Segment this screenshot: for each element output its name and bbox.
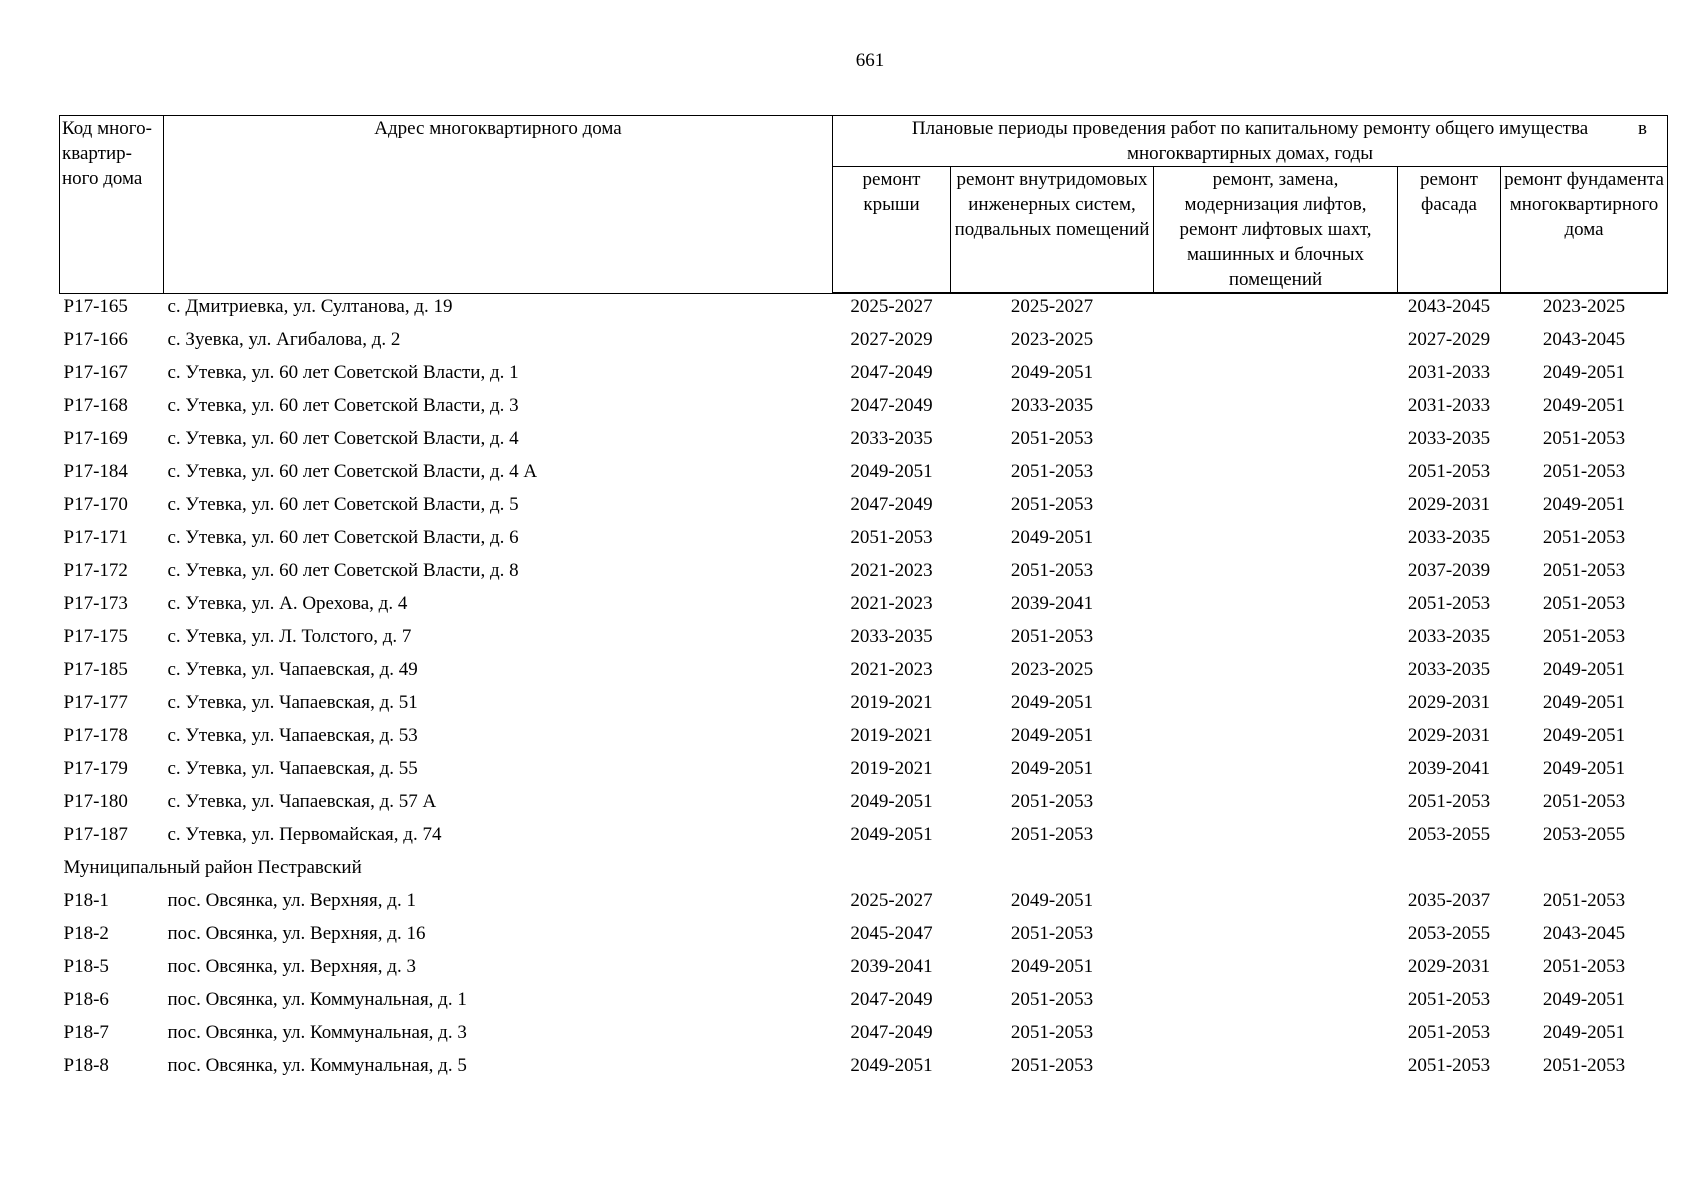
cell-facade: 2031-2033 [1407, 362, 1491, 383]
cell-foundation: 2051-2053 [1542, 890, 1626, 911]
cell-lifts [1154, 492, 1398, 525]
table-row [60, 591, 1668, 624]
header-code: Код много-квартир-ного дома [60, 116, 164, 294]
cell-facade: 2051-2053 [1407, 593, 1491, 614]
table-row [60, 921, 1668, 954]
cell-systems: 2023-2025 [1010, 329, 1094, 350]
cell-code: Р17-165 [63, 295, 128, 317]
cell-code: Р17-178 [63, 725, 128, 746]
cell-foundation: 2051-2053 [1542, 428, 1626, 449]
table-row [60, 1020, 1668, 1053]
cell-facade: 2053-2055 [1407, 923, 1491, 944]
cell-code: Р17-187 [63, 824, 128, 845]
cell-facade: 2037-2039 [1407, 560, 1491, 581]
cell-roof: 2021-2023 [850, 659, 933, 680]
cell-code: Р17-175 [63, 626, 128, 647]
table-row [60, 624, 1668, 657]
cell-lifts [1154, 789, 1398, 822]
cell-roof: 2019-2021 [850, 692, 933, 713]
cell-lifts [1154, 756, 1398, 789]
cell-lifts [1154, 591, 1398, 624]
cell-facade: 2051-2053 [1407, 1055, 1491, 1076]
cell-code: Р18-1 [63, 890, 109, 911]
table-row [60, 459, 1668, 492]
cell-facade: 2043-2045 [1407, 296, 1491, 317]
table-row [60, 492, 1668, 525]
cell-address: с. Утевка, ул. 60 лет Советской Власти, д. 6 [167, 527, 519, 548]
cell-address: пос. Овсянка, ул. Верхняя, д. 1 [167, 890, 416, 911]
header-systems: ремонт внутридомовых инженерных систем, подвальных помещений [951, 167, 1154, 294]
header-facade: ремонт фасада [1398, 167, 1501, 294]
cell-code: Р18-5 [63, 956, 109, 977]
cell-foundation: 2049-2051 [1542, 1022, 1626, 1043]
cell-roof: 2049-2051 [850, 791, 933, 812]
cell-address: с. Утевка, ул. Л. Толстого, д. 7 [167, 626, 412, 647]
cell-facade: 2029-2031 [1407, 494, 1491, 515]
section-title: Муниципальный район Пестравский [63, 857, 362, 878]
cell-lifts [1154, 525, 1398, 558]
cell-lifts [1154, 690, 1398, 723]
cell-facade: 2029-2031 [1407, 725, 1491, 746]
cell-address: с. Утевка, ул. Первомайская, д. 74 [167, 824, 442, 845]
cell-roof: 2051-2053 [850, 527, 933, 548]
cell-systems: 2039-2041 [1010, 593, 1094, 614]
cell-systems: 2049-2051 [1010, 890, 1094, 911]
cell-facade: 2027-2029 [1407, 329, 1491, 350]
cell-roof: 2047-2049 [850, 1022, 933, 1043]
cell-foundation: 2049-2051 [1542, 692, 1626, 713]
cell-systems: 2049-2051 [1010, 362, 1094, 383]
cell-lifts [1154, 327, 1398, 360]
cell-address: с. Утевка, ул. Чапаевская, д. 55 [167, 758, 418, 779]
cell-roof: 2049-2051 [850, 1055, 933, 1076]
table-row [60, 822, 1668, 855]
cell-facade: 2039-2041 [1407, 758, 1491, 779]
table-row [60, 723, 1668, 756]
cell-roof: 2047-2049 [850, 362, 933, 383]
cell-foundation: 2051-2053 [1542, 791, 1626, 812]
cell-address: с. Утевка, ул. А. Орехова, д. 4 [167, 593, 408, 614]
cell-code: Р17-170 [63, 494, 128, 515]
cell-roof: 2027-2029 [850, 329, 933, 350]
table-row [60, 393, 1668, 426]
cell-facade: 2035-2037 [1407, 890, 1491, 911]
cell-code: Р17-184 [63, 461, 128, 482]
header-group-second: многоквартирных домах, годы [1126, 143, 1374, 164]
cell-lifts [1154, 723, 1398, 756]
cell-facade: 2051-2053 [1407, 791, 1491, 812]
cell-roof: 2045-2047 [850, 923, 933, 944]
cell-roof: 2021-2023 [850, 593, 933, 614]
cell-systems: 2033-2035 [1010, 395, 1094, 416]
cell-systems: 2051-2053 [1010, 560, 1094, 581]
cell-foundation: 2051-2053 [1542, 1055, 1626, 1076]
cell-systems: 2049-2051 [1010, 527, 1094, 548]
cell-roof: 2047-2049 [850, 395, 933, 416]
section-row [60, 855, 1668, 888]
cell-address: с. Утевка, ул. 60 лет Советской Власти, д. 8 [167, 560, 519, 581]
cell-address: с. Утевка, ул. 60 лет Советской Власти, д. 5 [167, 494, 519, 515]
cell-foundation: 2051-2053 [1542, 593, 1626, 614]
cell-code: Р18-8 [63, 1055, 109, 1076]
cell-facade: 2031-2033 [1407, 395, 1491, 416]
cell-systems: 2049-2051 [1010, 725, 1094, 746]
cell-roof: 2019-2021 [850, 758, 933, 779]
cell-code: Р17-180 [63, 791, 128, 812]
table-row [60, 327, 1668, 360]
cell-foundation: 2051-2053 [1542, 461, 1626, 482]
cell-foundation: 2049-2051 [1542, 659, 1626, 680]
cell-foundation: 2051-2053 [1542, 560, 1626, 581]
cell-code: Р17-177 [63, 692, 128, 713]
table-row [60, 789, 1668, 822]
table-body [60, 293, 1668, 1086]
cell-facade: 2051-2053 [1407, 989, 1491, 1010]
cell-systems: 2051-2053 [1010, 1055, 1094, 1076]
table-row [60, 756, 1668, 789]
cell-address: пос. Овсянка, ул. Верхняя, д. 3 [167, 956, 416, 977]
table-row [60, 690, 1668, 723]
cell-systems: 2049-2051 [1010, 692, 1094, 713]
cell-foundation: 2049-2051 [1542, 725, 1626, 746]
cell-lifts [1154, 624, 1398, 657]
cell-facade: 2029-2031 [1407, 956, 1491, 977]
cell-systems: 2051-2053 [1010, 494, 1094, 515]
cell-code: Р17-171 [63, 527, 128, 548]
cell-address: пос. Овсянка, ул. Коммунальная, д. 3 [167, 1022, 467, 1043]
table-row [60, 293, 1668, 327]
cell-address: с. Утевка, ул. 60 лет Советской Власти, д. 4 А [167, 461, 538, 482]
cell-systems: 2051-2053 [1010, 989, 1094, 1010]
repair-schedule-table [59, 115, 1668, 1086]
cell-lifts [1154, 888, 1398, 921]
cell-facade: 2051-2053 [1407, 1022, 1491, 1043]
cell-roof: 2021-2023 [850, 560, 933, 581]
cell-lifts [1154, 293, 1398, 327]
table-header [60, 116, 1668, 294]
cell-foundation: 2049-2051 [1542, 395, 1626, 416]
cell-systems: 2023-2025 [1010, 659, 1094, 680]
cell-systems: 2049-2051 [1010, 956, 1094, 977]
table-row [60, 888, 1668, 921]
cell-roof: 2033-2035 [850, 428, 933, 449]
header-foundation: ремонт фундамента многоквартирного дома [1501, 167, 1668, 294]
cell-foundation: 2051-2053 [1542, 527, 1626, 548]
cell-code: Р17-173 [63, 593, 128, 614]
cell-code: Р17-179 [63, 758, 128, 779]
cell-code: Р17-169 [63, 428, 128, 449]
cell-lifts [1154, 558, 1398, 591]
cell-foundation: 2051-2053 [1542, 956, 1626, 977]
cell-address: с. Дмитриевка, ул. Султанова, д. 19 [167, 295, 453, 317]
cell-roof: 2047-2049 [850, 989, 933, 1010]
table-row [60, 1053, 1668, 1086]
cell-systems: 2051-2053 [1010, 626, 1094, 647]
cell-systems: 2025-2027 [1010, 296, 1094, 317]
cell-lifts [1154, 822, 1398, 855]
header-roof: ремонт крыши [833, 167, 951, 294]
cell-foundation: 2049-2051 [1542, 758, 1626, 779]
cell-code: Р18-6 [63, 989, 109, 1010]
cell-lifts [1154, 987, 1398, 1020]
cell-systems: 2049-2051 [1010, 758, 1094, 779]
header-group-main: Плановые периоды проведения работ по капитальному ремонту общего имущества [911, 118, 1589, 139]
table-row [60, 987, 1668, 1020]
table-row [60, 360, 1668, 393]
cell-facade: 2051-2053 [1407, 461, 1491, 482]
cell-systems: 2051-2053 [1010, 923, 1094, 944]
page-number: 661 [855, 50, 885, 71]
cell-code: Р17-166 [63, 329, 128, 350]
cell-lifts [1154, 657, 1398, 690]
header-group-right: в [1638, 118, 1648, 139]
cell-roof: 2047-2049 [850, 494, 933, 515]
cell-address: с. Утевка, ул. Чапаевская, д. 53 [167, 725, 418, 746]
cell-lifts [1154, 360, 1398, 393]
cell-address: с. Утевка, ул. Чапаевская, д. 49 [167, 659, 418, 680]
cell-roof: 2049-2051 [850, 461, 933, 482]
cell-roof: 2025-2027 [850, 296, 933, 317]
cell-code: Р18-7 [63, 1022, 109, 1043]
cell-facade: 2053-2055 [1407, 824, 1491, 845]
cell-facade: 2033-2035 [1407, 659, 1491, 680]
cell-roof: 2019-2021 [850, 725, 933, 746]
cell-lifts [1154, 393, 1398, 426]
cell-systems: 2051-2053 [1010, 824, 1094, 845]
cell-foundation: 2049-2051 [1542, 362, 1626, 383]
header-lifts: ремонт, замена, модернизация лифтов, ремонт лифтовых шахт, машинных и блочных помещений [1154, 167, 1398, 294]
cell-systems: 2051-2053 [1010, 461, 1094, 482]
cell-foundation: 2049-2051 [1542, 494, 1626, 515]
cell-code: Р18-2 [63, 923, 109, 944]
cell-address: с. Утевка, ул. 60 лет Советской Власти, д. 1 [167, 362, 519, 383]
cell-code: Р17-168 [63, 395, 128, 416]
cell-address: пос. Овсянка, ул. Коммунальная, д. 5 [167, 1055, 467, 1076]
table-row [60, 657, 1668, 690]
cell-code: Р17-185 [63, 659, 128, 680]
cell-lifts [1154, 954, 1398, 987]
cell-roof: 2033-2035 [850, 626, 933, 647]
header-group [833, 116, 1668, 167]
cell-code: Р17-167 [63, 362, 128, 383]
cell-lifts [1154, 1053, 1398, 1086]
cell-foundation: 2051-2053 [1542, 626, 1626, 647]
cell-systems: 2051-2053 [1010, 428, 1094, 449]
table-row [60, 558, 1668, 591]
cell-facade: 2029-2031 [1407, 692, 1491, 713]
cell-lifts [1154, 1020, 1398, 1053]
cell-foundation: 2043-2045 [1542, 329, 1626, 350]
cell-roof: 2025-2027 [850, 890, 933, 911]
cell-address: с. Утевка, ул. 60 лет Советской Власти, д. 4 [167, 428, 519, 449]
cell-address: пос. Овсянка, ул. Коммунальная, д. 1 [167, 989, 467, 1010]
table-row [60, 426, 1668, 459]
cell-foundation: 2023-2025 [1542, 296, 1626, 317]
cell-systems: 2051-2053 [1010, 791, 1094, 812]
cell-address: с. Утевка, ул. 60 лет Советской Власти, д. 3 [167, 395, 519, 416]
table-row [60, 525, 1668, 558]
cell-lifts [1154, 426, 1398, 459]
cell-systems: 2051-2053 [1010, 1022, 1094, 1043]
cell-facade: 2033-2035 [1407, 626, 1491, 647]
cell-address: с. Утевка, ул. Чапаевская, д. 57 А [167, 791, 437, 812]
cell-address: с. Зуевка, ул. Агибалова, д. 2 [167, 329, 401, 350]
cell-roof: 2039-2041 [850, 956, 933, 977]
cell-lifts [1154, 921, 1398, 954]
cell-facade: 2033-2035 [1407, 428, 1491, 449]
table-row [60, 954, 1668, 987]
cell-facade: 2033-2035 [1407, 527, 1491, 548]
cell-address: с. Утевка, ул. Чапаевская, д. 51 [167, 692, 418, 713]
cell-roof: 2049-2051 [850, 824, 933, 845]
cell-lifts [1154, 459, 1398, 492]
cell-address: пос. Овсянка, ул. Верхняя, д. 16 [167, 923, 426, 944]
header-address: Адрес многоквартирного дома [164, 116, 833, 294]
cell-foundation: 2053-2055 [1542, 824, 1626, 845]
cell-foundation: 2043-2045 [1542, 923, 1626, 944]
cell-foundation: 2049-2051 [1542, 989, 1626, 1010]
cell-code: Р17-172 [63, 560, 128, 581]
